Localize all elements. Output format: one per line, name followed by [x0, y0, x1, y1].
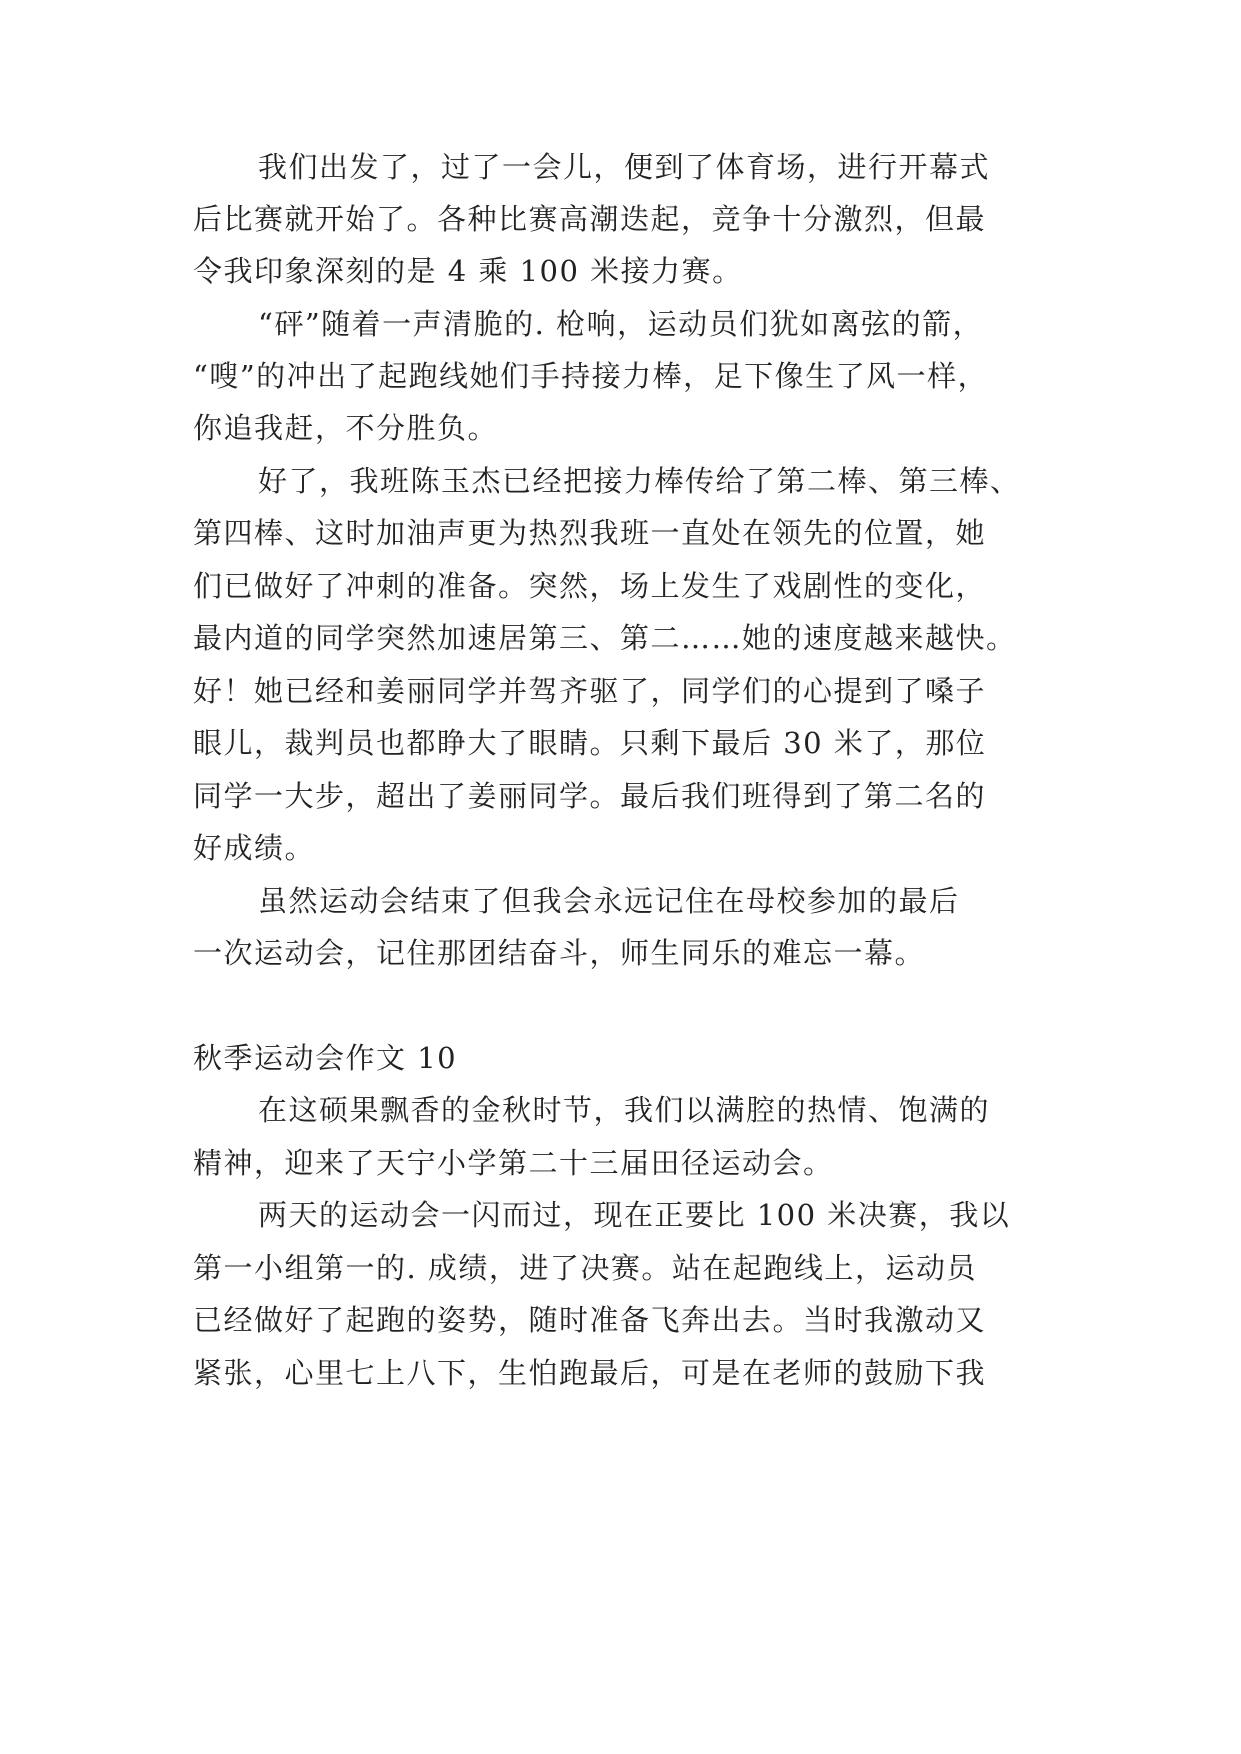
- paragraph-line: 紧张，心里七上八下，生怕跑最后，可是在老师的鼓励下我: [193, 1356, 987, 1390]
- paragraph-line: 们已做好了冲刺的准备。突然，场上发生了戏剧性的变化，: [193, 569, 987, 603]
- paragraph-line: 两天的运动会一闪而过，现在正要比 100 米决赛，我以: [258, 1198, 1011, 1232]
- paragraph-line: 最内道的同学突然加速居第三、第二……她的速度越来越快。: [193, 621, 1017, 655]
- paragraph-line: 第四棒、这时加油声更为热烈我班一直处在领先的位置，她: [193, 516, 987, 550]
- paragraph-line: 你追我赶，不分胜负。: [193, 411, 499, 445]
- paragraph-line: 精神，迎来了天宁小学第二十三届田径运动会。: [193, 1146, 834, 1180]
- paragraph-line: 已经做好了起跑的姿势，随时准备飞奔出去。当时我激动又: [193, 1303, 987, 1337]
- paragraph-line: 第一小组第一的. 成绩，进了决赛。站在起跑线上，运动员: [193, 1251, 977, 1285]
- paragraph-line: 好了，我班陈玉杰已经把接力棒传给了第二棒、第三棒、: [258, 464, 1021, 498]
- paragraph-line: 我们出发了，过了一会儿，便到了体育场，进行开幕式: [258, 150, 991, 184]
- paragraph-line: 后比赛就开始了。各种比赛高潮迭起，竞争十分激烈，但最: [193, 202, 987, 236]
- paragraph-line: 好！她已经和姜丽同学并驾齐驱了，同学们的心提到了嗓子: [193, 674, 987, 708]
- paragraph-line: 好成绩。: [193, 831, 316, 865]
- paragraph-line: 在这硕果飘香的金秋时节，我们以满腔的热情、饱满的: [258, 1093, 991, 1127]
- paragraph-line: 同学一大步，超出了姜丽同学。最后我们班得到了第二名的: [193, 779, 987, 813]
- paragraph-line: 虽然运动会结束了但我会永远记住在母校参加的最后: [258, 884, 960, 918]
- paragraph-line: 令我印象深刻的是 4 乘 100 米接力赛。: [193, 254, 743, 288]
- paragraph-line: 眼儿，裁判员也都睁大了眼睛。只剩下最后 30 米了，那位: [193, 726, 987, 760]
- paragraph-line: “嗖”的冲出了起跑线她们手持接力棒，足下像生了风一样，: [193, 359, 989, 393]
- paragraph-line: “砰”随着一声清脆的. 枪响，运动员们犹如离弦的箭，: [258, 307, 984, 341]
- section-title: 秋季运动会作文 10: [193, 1041, 458, 1075]
- paragraph-line: 一次运动会，记住那团结奋斗，师生同乐的难忘一幕。: [193, 936, 926, 970]
